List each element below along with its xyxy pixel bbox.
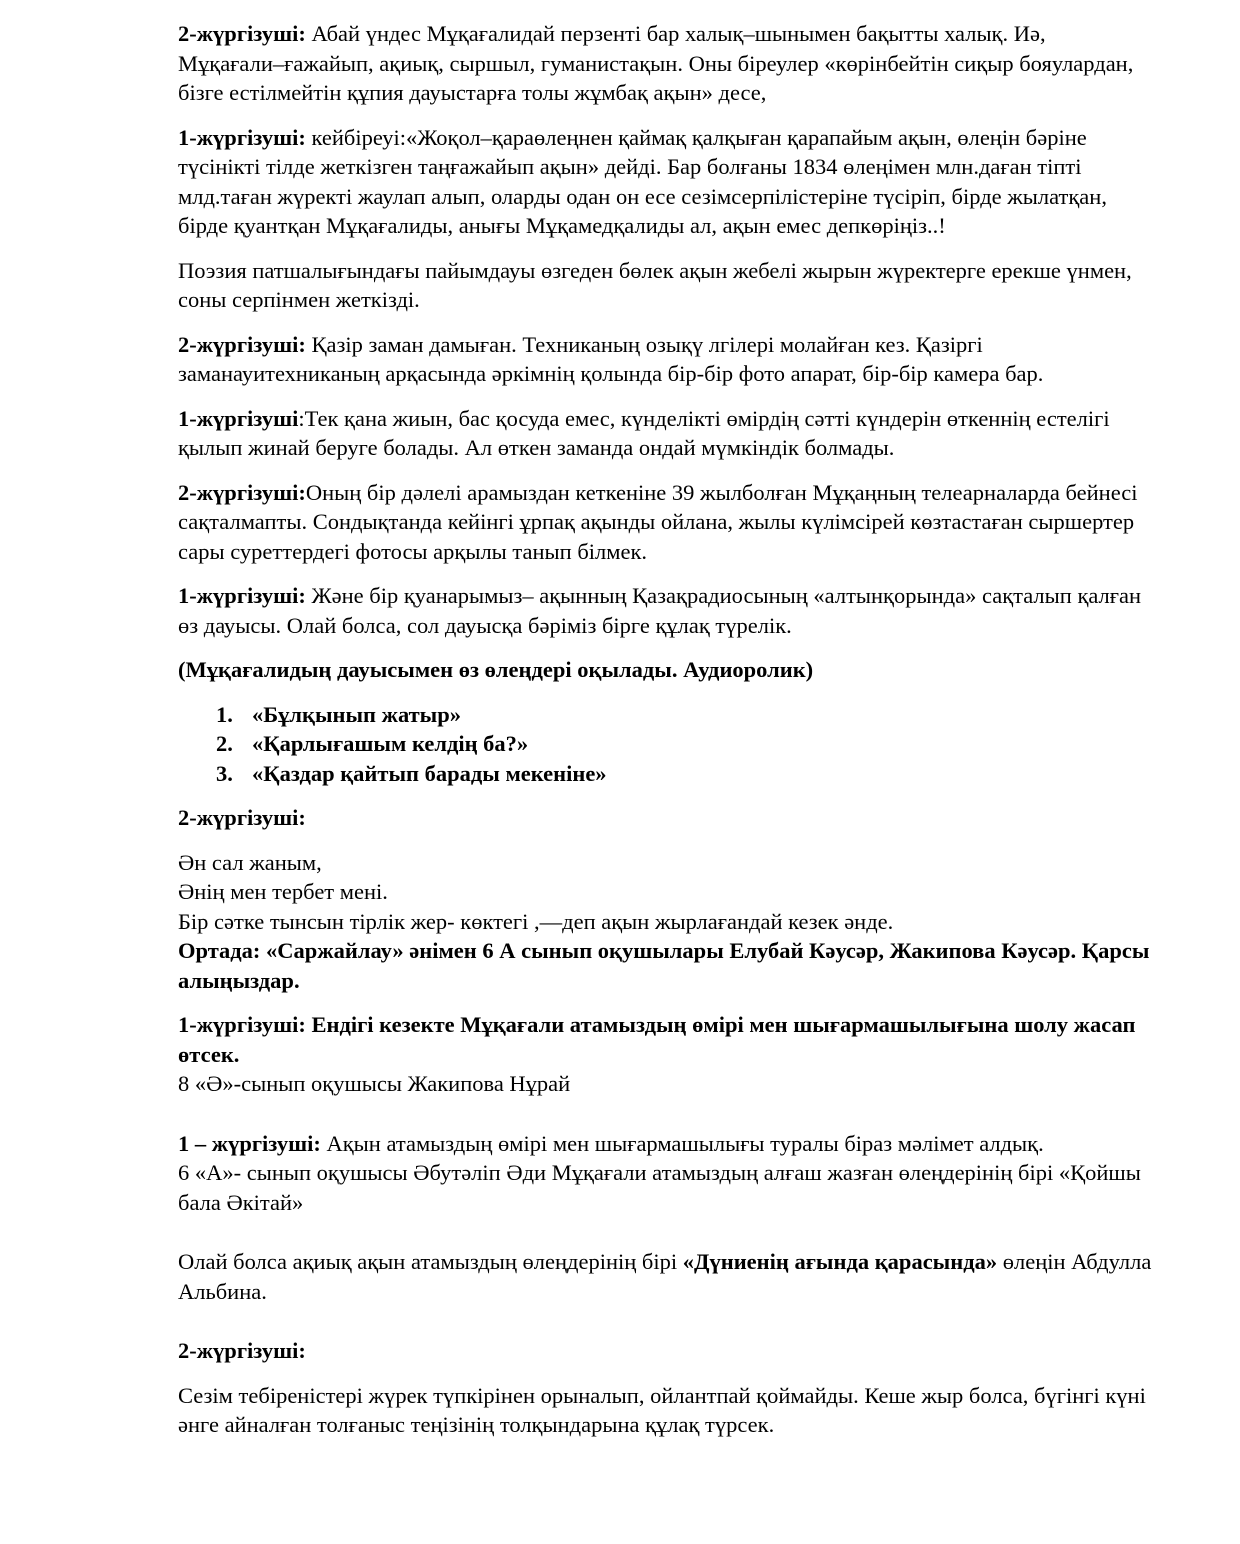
paragraph-text: кейбіреуі:«Жоқол–қараөлеңнен қаймақ қалқыған қарапайым ақын, өлеңін бәріне түсінікті тілде жеткізген таңғажайып ақын» дейді. Бар болғаны 1834 өлеңімен млн.даған тіпті млд.таған жүректі жаулап алып, оларды одан он есе сезімсерпілістеріне түсіріп, бірде жылатқан, бірде қуантқан Мұқағалиды, анығы Мұқамедқалиды ал, ақын емес депкөріңіз..!: [178, 124, 1107, 238]
paragraph-host1-review: [178, 1010, 1153, 1069]
paragraph-host1-memories: [178, 404, 1153, 463]
audio-note-text: (Мұқағалидың дауысымен өз өлеңдері оқылады. Аудиоролик): [178, 657, 814, 682]
paragraph-text: 6 «А»- сынып оқушысы Әбутәліп Әди Мұқағали атамыздың алғаш жазған өлеңдерінің бірі «Қойшы бала Әкітай»: [178, 1160, 1141, 1215]
list-text: «Қарлығашым келдің ба?»: [252, 731, 529, 756]
poem-title: «Дүниенің ағында қарасында»: [682, 1249, 998, 1274]
poem-block: [178, 848, 1153, 937]
speaker-label: 1 – жүргізуші:: [178, 1130, 321, 1156]
list-text: «Қаздар қайтып барады мекеніне»: [252, 760, 607, 786]
speaker-label: 1-жүргізуші: [178, 405, 299, 431]
poem-line: Бір сәтке тынсын тірлік жер- көктегі ,—деп ақын жырлағандай кезек әнде.: [178, 908, 894, 934]
speaker-label: 2-жүргізуші:: [178, 331, 306, 357]
paragraph-text: Абай үндес Мұқағалидай перзенті бар халық–шынымен бақытты халық. Иә, Мұқағали–ғажайып, ақиық, сыршыл, гуманистақын. Оны біреулер «көрінбейтін сиқыр бояулардан, бізге естілмейтін құпия дауыстарға толы жұмбақ ақын» десе,: [178, 21, 1134, 105]
paragraph-host1-voice: [178, 581, 1153, 640]
paragraph-student-nurai: [178, 1069, 1153, 1099]
list-text: «Бұлқынып жатыр»: [252, 701, 462, 727]
paragraph-text: Поэзия патшалығындағы пайымдауы өзгеден бөлек ақын жебелі жырын жүректерге ерекше үнмен, соны серпінмен жеткізді.: [178, 257, 1132, 312]
paragraph-host2-label: [178, 803, 1153, 833]
announcement-text: Ортада: «Саржайлау» әнімен 6 А сынып оқушылары Елубай Кәусәр, Жакипова Кәусәр. Қарсы алыңыздар.: [178, 938, 1150, 993]
paragraph-poem-announcement: [178, 1247, 1153, 1306]
paragraph-text: Ақын атамыздың өмірі мен шығармашылығы туралы біраз мәлімет алдық.: [320, 1130, 1044, 1156]
list-item: [178, 700, 1153, 730]
poem-line: Ән сал жаным,: [178, 849, 322, 875]
paragraph-text: Оның бір дәлелі арамыздан кеткеніне 39 жылболған Мұқаңның телеарналарда бейнесі сақталмапты. Сондықтанда кейінгі ұрпақ ақынды ойлана, жылы күлімсірей көзтастаған сыршертер сары суреттердегі фотосы арқылы танып білмек.: [178, 479, 1138, 564]
list-item: [178, 729, 1153, 759]
list-number: 2.: [216, 731, 233, 756]
paragraph-text: :Тек қана жиын, бас қосуда емес, күнделікті өмірдің сәтті күндерін өткеннің естелігі қылып жинай беруге болады. Ал өткен заманда ондай мүмкіндік болмады.: [178, 405, 1110, 460]
paragraph-host2-technology: [178, 330, 1153, 389]
paragraph-host2-abai: [178, 19, 1153, 108]
speaker-label: 2-жүргізуші:: [178, 805, 306, 830]
paragraph-text: Олай болса ақиық ақын атамыздың өлеңдерінің бірі: [178, 1249, 683, 1274]
paragraph-poetry-kingdom: [178, 256, 1153, 315]
speaker-label: 1-жүргізуші:: [178, 583, 306, 608]
paragraph-text: Және бір қуанарымыз– ақынның Қазақрадиосының «алтынқорында» сақталып қалған өз дауысы. Олай болса, сол дауысқа бәріміз бірге құлақ түрелік.: [178, 583, 1142, 638]
paragraph-text: Қазір заман дамыған. Техниканың озықү лгілері молайған кез. Қазіргі заманауитехниканың арқасында әркімнің қолында бір-бір фото апарат, бір-бір камера бар.: [178, 331, 1044, 386]
paragraph-text: өлеңін Абдулла Альбина.: [178, 1249, 1152, 1304]
blank-gap: [178, 1217, 1153, 1247]
blank-gap: [178, 1306, 1153, 1336]
paragraph-host2-proof: [178, 478, 1153, 567]
paragraph-host1-info: [178, 1129, 1153, 1159]
document-page: [178, 19, 1153, 1455]
paragraph-student-adi: [178, 1158, 1153, 1217]
paragraph-text: Сезім тебіреністері жүрек түпкірінен орыналып, ойлантпай қоймайды. Кеше жыр болса, бүгінгі күні әнге айналған толғаныс теңізінің толқындарына құлақ түрсек.: [178, 1382, 1146, 1437]
speaker-label: 1-жүргізуші:: [178, 124, 306, 150]
poem-line: Әнің мен тербет мені.: [178, 879, 388, 904]
speaker-label: 2-жүргізуші:: [178, 21, 306, 46]
list-number: 1.: [216, 701, 233, 727]
paragraph-host1-opinion: [178, 123, 1153, 241]
blank-gap: [178, 1099, 1153, 1129]
speaker-label: 2-жүргізуші:: [178, 1338, 306, 1363]
list-item: [178, 759, 1153, 789]
poem-titles-list: [178, 700, 1153, 789]
paragraph-audio-note: [178, 655, 1153, 685]
list-number: 3.: [216, 760, 233, 786]
paragraph-text: 8 «Ә»-сынып оқушысы Жакипова Нұрай: [178, 1071, 571, 1096]
paragraph-feelings: [178, 1381, 1153, 1440]
paragraph-song-announcement: [178, 936, 1153, 995]
speaker-label: 2-жүргізуші:: [178, 479, 306, 505]
paragraph-host2-label: [178, 1336, 1153, 1366]
speaker-label: 1-жүргізуші:: [178, 1012, 306, 1037]
paragraph-text: Ендігі кезекте Мұқағали атамыздың өмірі мен шығармашылығына шолу жасап өтсек.: [178, 1012, 1136, 1067]
